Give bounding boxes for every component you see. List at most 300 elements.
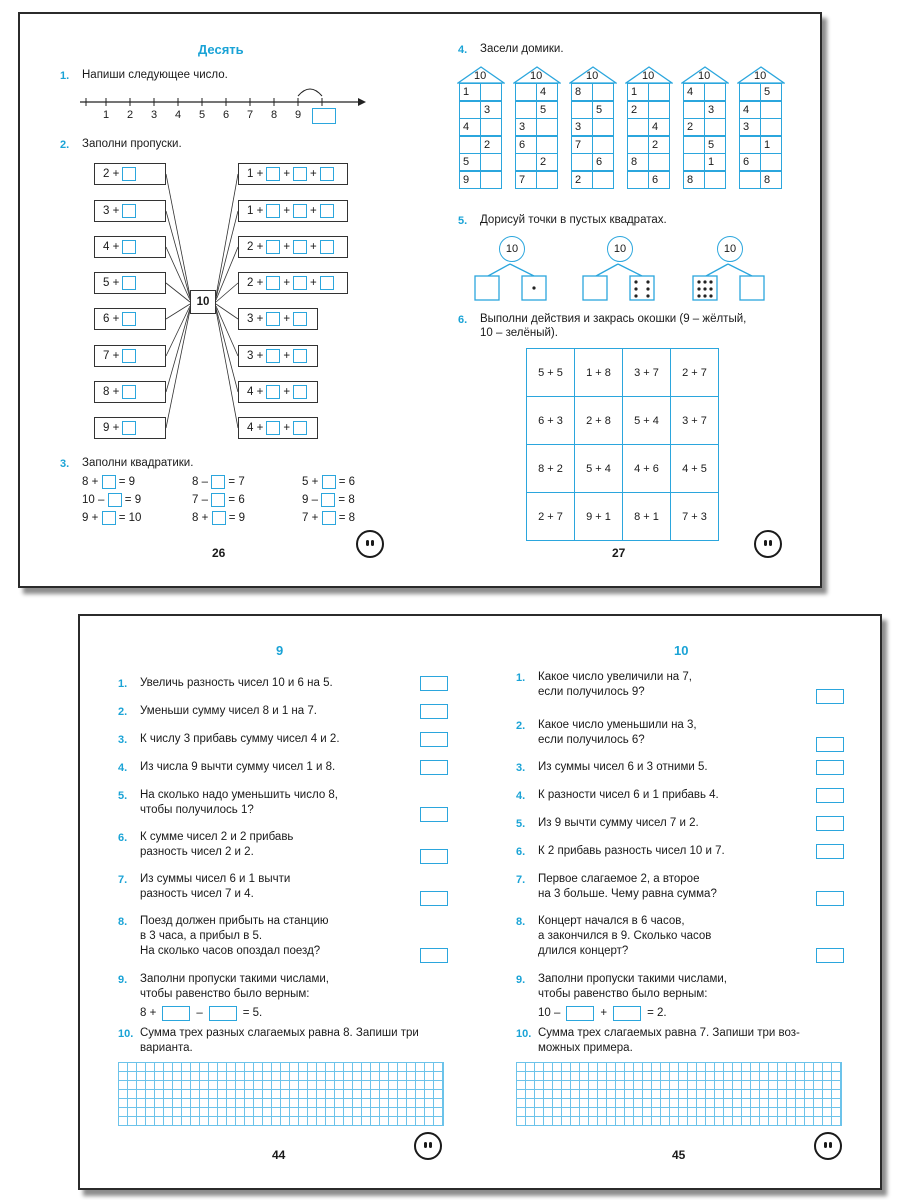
exercise-text: Заполни квадратики. <box>82 457 194 469</box>
house-cell: 1 <box>459 83 481 101</box>
equation-text: + <box>283 313 291 325</box>
exercise-number: 3. <box>60 458 70 470</box>
equation-text: 3 + <box>247 313 264 325</box>
exercise-text: Уменьши сумму чисел 8 и 1 на 7. <box>140 705 317 717</box>
equation-text: 8 + <box>140 1007 157 1019</box>
house-cell[interactable] <box>459 101 481 119</box>
exercise-text: Увеличь разность чисел 10 и 6 на 5. <box>140 677 333 689</box>
equation-box <box>94 345 166 367</box>
house-cell[interactable] <box>704 118 726 136</box>
equation-text: 6 + <box>103 313 120 325</box>
house-cell[interactable] <box>683 136 705 154</box>
exercise-number: 2. <box>118 706 128 718</box>
house-cell[interactable] <box>627 171 649 189</box>
exercise-text: если получилось 9? <box>538 686 645 698</box>
house-cell[interactable] <box>648 83 670 101</box>
answer-box[interactable] <box>420 732 448 747</box>
house-cell[interactable] <box>480 118 502 136</box>
equation-box <box>238 308 318 330</box>
exercise-text: Сумма трех слагаемых равна 7. Запиши три воз- <box>538 1027 800 1039</box>
blank-square[interactable] <box>293 240 307 254</box>
roof-number: 10 <box>754 70 767 82</box>
tick-label: 7 <box>247 109 254 121</box>
house-cell[interactable] <box>627 118 649 136</box>
fill-equation <box>140 1006 262 1021</box>
equation-text: 2 + <box>247 241 264 253</box>
tick-label: 2 <box>127 109 134 121</box>
answer-box[interactable] <box>420 849 448 864</box>
house-cell: 1 <box>760 136 782 154</box>
color-cell[interactable]: 2 + 7 <box>527 493 575 541</box>
exercise-number: 9. <box>516 974 526 986</box>
house-cell[interactable] <box>480 83 502 101</box>
exercise-text: К разности чисел 6 и 1 прибавь 4. <box>538 789 719 801</box>
exercise-text: Из суммы чисел 6 и 3 отними 5. <box>538 761 708 773</box>
blank-square[interactable] <box>122 385 136 399</box>
equation-box <box>94 236 166 258</box>
equation-text: 3 + <box>103 205 120 217</box>
blank-box[interactable] <box>162 1006 190 1021</box>
house-cell: 6 <box>739 153 761 171</box>
house-cell[interactable] <box>536 118 558 136</box>
equation-box <box>238 272 348 294</box>
house-cell[interactable] <box>627 136 649 154</box>
page-number: 44 <box>272 1148 286 1162</box>
answer-box[interactable] <box>420 948 448 963</box>
blank-square[interactable] <box>266 385 280 399</box>
answer-box[interactable] <box>816 689 844 704</box>
equation-text: 4 + <box>247 422 264 434</box>
answer-box[interactable] <box>816 844 844 859</box>
top-spread <box>18 12 822 588</box>
fill-equation: 7 – = 6 <box>192 494 245 507</box>
smiley-icon <box>754 530 782 558</box>
equation-box <box>94 200 166 222</box>
exercise-text: чтобы равенство было верным: <box>538 988 708 1000</box>
house-cell: 3 <box>515 118 537 136</box>
exercise-text: На сколько надо уменьшить число 8, <box>140 789 339 801</box>
exercise-text: Заполни пропуски такими числами, <box>140 973 329 985</box>
table-row <box>527 445 719 493</box>
blank-square[interactable] <box>122 167 136 181</box>
house-cell: 8 <box>683 171 705 189</box>
color-cell[interactable]: 1 + 8 <box>575 349 623 397</box>
answer-box[interactable] <box>816 788 844 803</box>
fill-equation: 8 + = 9 <box>82 476 136 489</box>
equation-box <box>238 163 348 185</box>
equation-text: = 5. <box>242 1007 263 1019</box>
house-cell: 2 <box>683 118 705 136</box>
exercise-text: чтобы равенство было верным: <box>140 988 310 1000</box>
roof-number: 10 <box>586 70 599 82</box>
blank-square[interactable] <box>122 312 136 326</box>
exercise-number: 8. <box>118 916 128 928</box>
color-cell[interactable]: 6 + 3 <box>527 397 575 445</box>
center-box <box>190 290 216 314</box>
color-cell[interactable]: 8 + 1 <box>623 493 671 541</box>
exercise-text: Концерт начался в 6 часов, <box>538 915 685 927</box>
equation-text: = 2. <box>647 1007 667 1019</box>
table-row <box>527 397 719 445</box>
equation-text: 2 + <box>247 277 264 289</box>
fill-equation: 7 + = 8 <box>302 512 356 525</box>
house-cell: 2 <box>648 136 670 154</box>
exercise-number: 1. <box>118 678 128 690</box>
house-cell: 4 <box>648 118 670 136</box>
exercise-text: Заполни пропуски. <box>82 138 182 150</box>
exercise-number: 1. <box>60 70 70 82</box>
equation-box <box>238 381 318 403</box>
exercise-number: 4. <box>516 790 526 802</box>
tick-label: 9 <box>295 109 302 121</box>
roof-number: 10 <box>474 70 487 82</box>
house-cell: 2 <box>627 101 649 119</box>
house-cell: 8 <box>627 153 649 171</box>
answer-box[interactable] <box>420 704 448 719</box>
house-cell[interactable] <box>515 153 537 171</box>
exercise-text: 10 – зелёный). <box>480 327 558 339</box>
blank-square[interactable] <box>122 204 136 218</box>
exercise-text: Засели домики. <box>480 43 564 55</box>
answer-box[interactable] <box>420 807 448 822</box>
house-cell: 3 <box>480 101 502 119</box>
exercise-number: 5. <box>458 215 468 227</box>
house-cell[interactable] <box>760 101 782 119</box>
exercise-text: разность чисел 2 и 2. <box>140 846 254 858</box>
exercise-text: на 3 больше. Чему равна сумма? <box>538 888 717 900</box>
exercise-number: 6. <box>516 846 526 858</box>
house-cell: 4 <box>536 83 558 101</box>
house-cell: 6 <box>648 171 670 189</box>
blank-square[interactable] <box>266 276 280 290</box>
equation-box <box>238 417 318 439</box>
exercise-text: разность чисел 7 и 4. <box>140 888 254 900</box>
exercise-text: На сколько часов опоздал поезд? <box>140 945 321 957</box>
house-cell[interactable] <box>536 136 558 154</box>
blank-square[interactable] <box>102 475 116 489</box>
exercise-number: 7. <box>118 874 128 886</box>
blank-square[interactable] <box>321 493 335 507</box>
exercise-text: Сумма трех разных слагаемых равна 8. Запиши три <box>140 1027 419 1039</box>
house-cell: 5 <box>459 153 481 171</box>
answer-grid[interactable] <box>118 1062 444 1126</box>
house-cell[interactable] <box>459 136 481 154</box>
house-cell[interactable] <box>648 153 670 171</box>
house-cell: 7 <box>515 171 537 189</box>
blank-square[interactable] <box>211 475 225 489</box>
house-cell: 5 <box>536 101 558 119</box>
blank-square[interactable] <box>122 240 136 254</box>
house-cell[interactable] <box>536 171 558 189</box>
roof-number: 10 <box>698 70 711 82</box>
exercise-text: длился концерт? <box>538 945 629 957</box>
blank-square[interactable] <box>212 511 226 525</box>
house-cell[interactable] <box>592 118 614 136</box>
number-circle: 10 <box>499 236 525 262</box>
house-cell[interactable] <box>592 171 614 189</box>
equation-text: + <box>283 168 291 180</box>
equation-box <box>94 163 166 185</box>
tick-label: 3 <box>151 109 158 121</box>
blank-square[interactable] <box>211 493 225 507</box>
blank-square[interactable] <box>293 349 307 363</box>
house-cell[interactable] <box>760 118 782 136</box>
house-cell: 3 <box>571 118 593 136</box>
exercise-text: Дорисуй точки в пустых квадратах. <box>480 214 667 226</box>
answer-box[interactable] <box>816 816 844 831</box>
fill-equation <box>538 1006 667 1021</box>
exercise-text: можных примера. <box>538 1042 633 1054</box>
blank-square[interactable] <box>293 167 307 181</box>
house-cell: 3 <box>704 101 726 119</box>
exercise-text: Напиши следующее число. <box>82 69 228 81</box>
house-cell: 4 <box>739 101 761 119</box>
number-circle: 10 <box>607 236 633 262</box>
color-cell[interactable]: 2 + 7 <box>671 349 719 397</box>
house-cell[interactable] <box>760 153 782 171</box>
answer-box[interactable] <box>816 737 844 752</box>
color-cell[interactable]: 7 + 3 <box>671 493 719 541</box>
exercise-number: 6. <box>458 314 468 326</box>
house-cell[interactable] <box>571 153 593 171</box>
page-number: 27 <box>612 546 626 560</box>
color-cell[interactable]: 3 + 7 <box>671 397 719 445</box>
exercise-text: если получилось 6? <box>538 734 645 746</box>
answer-box[interactable] <box>420 891 448 906</box>
equation-text: + <box>310 277 317 289</box>
tick-label: 5 <box>199 109 206 121</box>
tick-label: 6 <box>223 109 230 121</box>
house-cell: 8 <box>571 83 593 101</box>
equation-text: + <box>283 241 291 253</box>
equation-text: + <box>600 1007 608 1019</box>
exercise-text: а закончился в 9. Сколько часов <box>538 930 712 942</box>
smiley-icon <box>356 530 384 558</box>
exercise-text: Какое число увеличили на 7, <box>538 671 692 683</box>
exercise-text: Поезд должен прибыть на станцию <box>140 915 329 927</box>
exercise-number: 2. <box>516 720 526 732</box>
house-cell: 2 <box>536 153 558 171</box>
house-cell: 5 <box>704 136 726 154</box>
house-cell[interactable] <box>480 153 502 171</box>
equation-text: + <box>310 241 317 253</box>
blank-square[interactable] <box>122 349 136 363</box>
fill-equation: 9 – = 8 <box>302 494 355 507</box>
house-cell: 2 <box>571 171 593 189</box>
house-cell[interactable] <box>739 83 761 101</box>
exercise-text: чтобы получилось 1? <box>140 804 254 816</box>
house-cell: 2 <box>480 136 502 154</box>
house-cell[interactable] <box>480 171 502 189</box>
tick-label: 4 <box>175 109 182 121</box>
equation-text: 9 + <box>103 422 120 434</box>
blank-square[interactable] <box>266 349 280 363</box>
house-cell: 8 <box>760 171 782 189</box>
exercise-text: Заполни пропуски такими числами, <box>538 973 727 985</box>
exercise-text: Выполни действия и закрась окошки (9 – жёлтый, <box>480 313 747 325</box>
blank-box[interactable] <box>566 1006 594 1021</box>
equation-text: + <box>310 205 317 217</box>
color-cell[interactable]: 2 + 8 <box>575 397 623 445</box>
tick-label: 1 <box>103 109 110 121</box>
blank-square[interactable] <box>293 312 307 326</box>
answer-box[interactable] <box>816 760 844 775</box>
equation-box <box>94 381 166 403</box>
equation-box <box>238 200 348 222</box>
house-cell[interactable] <box>704 171 726 189</box>
blank-square[interactable] <box>266 421 280 435</box>
house-cell: 3 <box>739 118 761 136</box>
tick-label: 8 <box>271 109 278 121</box>
exercise-text: Из суммы чисел 6 и 1 вычти <box>140 873 291 885</box>
equation-text: 10 – <box>538 1007 561 1019</box>
color-cell[interactable]: 3 + 7 <box>623 349 671 397</box>
house-cell[interactable] <box>515 101 537 119</box>
table-row <box>527 493 719 541</box>
page-title: 9 <box>276 643 284 658</box>
house-cell[interactable] <box>571 101 593 119</box>
exercise-number: 1. <box>516 672 526 684</box>
bottom-spread <box>78 614 882 1190</box>
blank-square[interactable] <box>122 276 136 290</box>
page-title: 10 <box>674 643 689 658</box>
color-cell[interactable]: 8 + 2 <box>527 445 575 493</box>
color-cell[interactable]: 4 + 5 <box>671 445 719 493</box>
house-cell: 7 <box>571 136 593 154</box>
equation-text: 8 + <box>103 386 120 398</box>
exercise-text: варианта. <box>140 1042 193 1054</box>
blank-box[interactable] <box>209 1006 237 1021</box>
fill-equation: 10 – = 9 <box>82 494 142 507</box>
answer-box[interactable] <box>816 891 844 906</box>
house-cell[interactable] <box>739 171 761 189</box>
exercise-text: К сумме чисел 2 и 2 прибавь <box>140 831 294 843</box>
equation-text: 2 + <box>103 168 120 180</box>
fill-equation: 5 + = 6 <box>302 476 356 489</box>
house-cell[interactable] <box>683 153 705 171</box>
number-circle: 10 <box>717 236 743 262</box>
blank-square[interactable] <box>293 276 307 290</box>
exercise-number: 3. <box>118 734 128 746</box>
blank-square[interactable] <box>266 312 280 326</box>
blank-square[interactable] <box>266 240 280 254</box>
equation-text: 3 + <box>247 350 264 362</box>
exercise-text: Из 9 вычти сумму чисел 7 и 2. <box>538 817 699 829</box>
equation-text: + <box>283 350 291 362</box>
equation-box <box>238 236 348 258</box>
equation-box <box>94 417 166 439</box>
equation-text: 1 + <box>247 205 264 217</box>
blank-square[interactable] <box>108 493 122 507</box>
blank-square[interactable] <box>122 421 136 435</box>
exercise-number: 5. <box>118 790 128 802</box>
equation-text: + <box>283 277 291 289</box>
blank-square[interactable] <box>293 421 307 435</box>
house-cell: 9 <box>459 171 481 189</box>
page-title: Десять <box>198 42 244 57</box>
blank-square[interactable] <box>293 204 307 218</box>
exercise-text: К 2 прибавь разность чисел 10 и 7. <box>538 845 725 857</box>
color-cell[interactable]: 5 + 4 <box>575 445 623 493</box>
equation-box <box>94 308 166 330</box>
equation-text: + <box>310 168 317 180</box>
fill-equation: 8 + = 9 <box>192 512 246 525</box>
equation-text: 4 + <box>103 241 120 253</box>
color-cell[interactable]: 5 + 4 <box>623 397 671 445</box>
house-cell[interactable] <box>592 83 614 101</box>
answer-grid[interactable] <box>516 1062 842 1126</box>
exercise-number: 7. <box>516 874 526 886</box>
blank-square[interactable] <box>320 204 334 218</box>
equation-text: 4 + <box>247 386 264 398</box>
answer-box[interactable] <box>816 948 844 963</box>
roof-number: 10 <box>642 70 655 82</box>
house-cell[interactable] <box>592 136 614 154</box>
house-cell: 1 <box>627 83 649 101</box>
house-cell: 5 <box>760 83 782 101</box>
roof-number: 10 <box>530 70 543 82</box>
blank-square[interactable] <box>266 167 280 181</box>
exercise-text: в 3 часа, а прибыл в 5. <box>140 930 263 942</box>
house-cell: 6 <box>515 136 537 154</box>
blank-square[interactable] <box>322 475 336 489</box>
blank-square[interactable] <box>102 511 116 525</box>
blank-square[interactable] <box>266 204 280 218</box>
house-cell: 4 <box>459 118 481 136</box>
house-cell[interactable] <box>704 83 726 101</box>
blank-box[interactable] <box>613 1006 641 1021</box>
color-cell[interactable]: 9 + 1 <box>575 493 623 541</box>
house-cell: 5 <box>592 101 614 119</box>
blank-square[interactable] <box>320 276 334 290</box>
blank-square[interactable] <box>320 240 334 254</box>
house-cell[interactable] <box>648 101 670 119</box>
exercise-text: Какое число уменьшили на 3, <box>538 719 697 731</box>
equation-box <box>238 345 318 367</box>
house-cell[interactable] <box>515 83 537 101</box>
exercise-number: 10. <box>516 1028 532 1040</box>
exercise-number: 3. <box>516 762 526 774</box>
equation-box <box>94 272 166 294</box>
exercise-text: Первое слагаемое 2, а второе <box>538 873 700 885</box>
blank-square[interactable] <box>320 167 334 181</box>
blank-square[interactable] <box>322 511 336 525</box>
answer-box[interactable] <box>420 676 448 691</box>
fill-equation: 8 – = 7 <box>192 476 245 489</box>
answer-box[interactable] <box>420 760 448 775</box>
fill-equation: 9 + = 10 <box>82 512 142 525</box>
house-cell: 1 <box>704 153 726 171</box>
equation-text: – <box>196 1007 203 1019</box>
equation-text: + <box>283 386 291 398</box>
exercise-number: 2. <box>60 139 70 151</box>
house-cell: 6 <box>592 153 614 171</box>
smiley-icon <box>814 1132 842 1160</box>
exercise-number: 9. <box>118 974 128 986</box>
table-row <box>527 349 719 397</box>
blank-square[interactable] <box>293 385 307 399</box>
house-cell[interactable] <box>683 101 705 119</box>
center-value: 10 <box>196 296 210 308</box>
exercise-number: 5. <box>516 818 526 830</box>
equation-text: 1 + <box>247 168 264 180</box>
house-cell[interactable] <box>739 136 761 154</box>
coloring-table <box>526 348 719 541</box>
exercise-number: 8. <box>516 916 526 928</box>
color-cell[interactable]: 5 + 5 <box>527 349 575 397</box>
color-cell[interactable]: 4 + 6 <box>623 445 671 493</box>
exercise-text: К числу 3 прибавь сумму чисел 4 и 2. <box>140 733 340 745</box>
